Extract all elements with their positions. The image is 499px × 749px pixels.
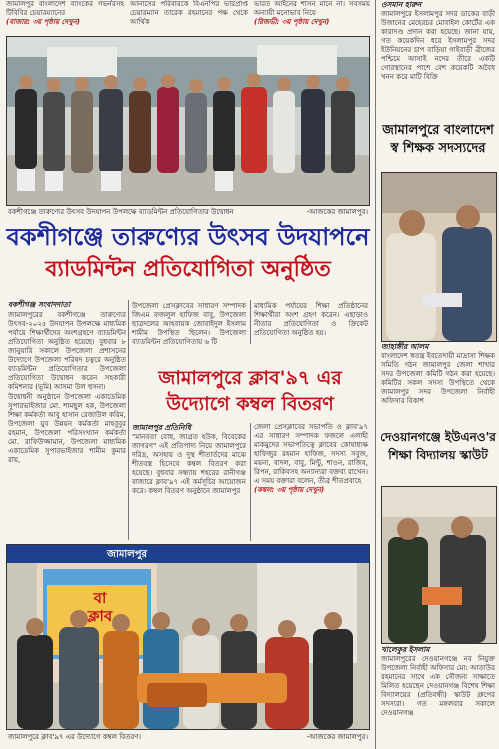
top-col3-continuation: (রিজভী: ৩য় পৃষ্ঠায় দেখুন) xyxy=(254,18,330,26)
top-col2-text: আনাসের পরিবারকে বিএনপির ভারপ্রাপ্ত চেয়ারম্যান তারেক রহমানের পক্ষ থেকে আর্থিক xyxy=(130,0,248,26)
top-col1-continuation: (বাজার: ৩য় পৃষ্ঠায় দেখুন) xyxy=(6,18,81,26)
badminton-caption-text: বকশীগঞ্জে তারুণ্যের উৎসব উদযাপন উপলক্ষে ব্যাডমিন্টন প্রতিযোগিতার উদ্বোধন xyxy=(8,208,234,216)
story1-col1-para2: উদ্বোধনী অনুষ্ঠানে উপজেলা একাডেমিক সুপারভাইজার মো. শামছুল হক, উপজেলা শিক্ষা কর্মকর্তা আবু হাসান রেজাউল করিম, উপজেলা যুব উন্নয়ন কর্মকর্তা মাহবুবুর রহমান, উপজেলা পরিসংখ্যান কর্মকর্তা মো. রাফিউজ্জামান, উপজেলা মাধ্যমিক একাডেমিক সুপারভাইজার শামীম কুমার রায়, xyxy=(8,393,126,464)
top-col3-text: ভারত আইনের শাসন মানে না। সবসময় অন্যায়ী মনোভাব নিয়ে xyxy=(254,0,370,17)
story1-headline-line2: ব্যাডমিন্টন প্রতিযোগিতা অনুষ্ঠিত xyxy=(45,257,331,282)
right-text-2-body: বাংলাদেশ স্বতন্ত্র ইবতেদায়ী মাদ্রাসা শিক্ষক সমিতি গঠন জামালপুর জেলা শাখার সদর উপজেলা কমিটি গঠন করা হয়েছে। কমিটির সকল সদস্য উপস্থিতে থেকে জামালপুর সদর উপজেলা নির্বাহী অফিসার বিকাশ xyxy=(381,352,495,405)
story2-continuation: (কম্বল: ৩য় পৃষ্ঠায় দেখুন) xyxy=(254,486,325,494)
story1-col3 xyxy=(254,302,368,338)
top-col1-text: জামালপুর বাংলাদেশ ব্যাংকের গভর্নরসহ টিবিবির চেয়ারম্যানের xyxy=(6,0,124,17)
story1-col-divider-1 xyxy=(128,300,129,540)
right-column-divider xyxy=(375,0,376,749)
story1-col1-para1: জামালপুরের বকশীগঞ্জে তারুণ্যের উৎসব-২০২৫ উদযাপন উপলক্ষে মাধ্যমিক পর্যায়ে শিক্ষার্থীদের অংশগ্রহণে ব্যাডমিন্টন প্রতিযোগিতা অনুষ্ঠিত হয়েছে। বুধবার ৮ জানুয়ারি সকালে উপজেলা প্রশাসনের উদ্যোগে উপজেলা পরিষদ চত্বরে অনুষ্ঠিত ব্যাডমিন্টন প্রতিযোগিতার উপজেলা প্রতিযোগিতা উদ্বোধন করেন সহকারী কমিশনার (ভূমি) আসমা উল হুসনা। xyxy=(8,311,126,391)
story2-headline-line1: জামালপুরে ক্লাব'৯৭ এর xyxy=(158,367,342,389)
badminton-photo xyxy=(6,36,370,206)
story2-byline: জামালপুর প্রতিনিধি xyxy=(132,423,191,432)
story1-headline-line1: বকশীগঞ্জে তারুণ্যের উৎসব উদযাপনে xyxy=(6,223,370,251)
story2-col1-text: "মানবতা বোধ, জাগ্রত হউক, বিবেকের জাগরণ" এই প্রতিপাদ্য নিয়ে জামালপুরে দরিদ্র, অসহায় ও দুস্থ শীতার্তদের মাঝে শীতবস্ত্র হিসেবে কম্বল বিতরণ করা হয়েছে। বুধবার সন্ধ্যায় শহরের রানীগঞ্জ বাজারে ক্লাব'৯৭ এই কর্মসূচির আয়োজন করে। কম্বল বিতরণ অনুষ্ঠানে জামালপুর xyxy=(132,433,246,495)
story1-col2 xyxy=(132,302,246,347)
top-text-col2 xyxy=(130,0,248,27)
right-text-2 xyxy=(381,352,495,406)
badminton-photo-drawing xyxy=(7,37,369,205)
right-byline-2: জাহাঙ্গীর আলম xyxy=(381,342,429,351)
right-text-1-body: জামালপুরে ইসলামপুর সদর ডাকের বাড়ী উজানের মেহেরচর মোবাইল কোর্টের এক কারাদণ্ড প্রদান করা হয়েছে। জানা যায়, গত কয়েকদিন ধরে ইসলামপুর সদর ইউনিয়নের চাপ বাড়িয়া গাইবাড়ী ব্রীজের পশ্চিমে আসাই নদের তীরে একটি গোরস্থানের পাশে বেশ কয়েকটি অবৈধ খনন করে মাটি বিক্রি xyxy=(381,10,495,81)
story1-col-divider-2 xyxy=(250,300,251,344)
blanket-caption-text: জামালপুরে ক্লাব'৯৭ এর উদ্যোগে কম্বল বিতরণ। xyxy=(8,733,141,741)
blanket-photo xyxy=(6,544,370,730)
story1-col2-text: উপজেলা প্রেসক্লাবের সাধারণ সম্পাদক জিএম ফজলুল হাফিজ বাবু, উপজেলা ছাত্রদলের আহবায়ক জোবাইদুল ইসলাম শামীম উপস্থিত ছিলেন। উপজেলা ব্যাডমিন্টন প্রতিযোগিতায় ৬ টি xyxy=(132,302,246,346)
blanket-photo-drawing xyxy=(7,545,369,729)
blanket-caption-credit: -আজকের জামালপুর। xyxy=(306,733,368,741)
right-text-3-body: জামালপুরের দেওয়ানগঞ্জে নব নিযুক্ত উপজেলা নির্বাহী অফিসার মো: আতাউর রহমানের সাথে এক সৌজন্য সাক্ষাতে মিলিত হয়েছেন দেওয়ানগঞ্জ বিশেষ শিক্ষা বিদ্যালয়ের (প্রতিবন্ধী) স্কাউট গ্রুপের সদস্যরা। গত মঙ্গলবার সকালে দেওয়ানগঞ্জ xyxy=(381,655,495,717)
badminton-caption-credit: -আজকের জামালপুর। xyxy=(306,208,368,216)
story2-col-divider xyxy=(250,423,251,541)
right-headline-2: দেওয়ানগঞ্জে ইউএনও'র শিক্ষা বিদ্যালয় স্কাউট xyxy=(380,430,496,462)
right-text-3 xyxy=(381,655,495,718)
story2-col2 xyxy=(254,423,368,495)
story2-col1 xyxy=(132,433,246,496)
story1-col1 xyxy=(8,311,126,466)
scouts-photo-drawing xyxy=(382,487,496,643)
story2-col2-text: জেলা প্রেসক্লাবের সভাপতি ও ক্লাব'৯৭ এর সাধারণ সম্পাদক ফজলে এলাহী মাকমুদের সভাপতিত্বে ক্লাবের কোষাধ্যক্ষ হাফিজুর রহমান হাফিজ, সদস্য সবুজ, ময়না, বাদল, বাবু, মিন্টু, শাওন, রাজিব, রিপন, রাকিবসহ অন্যান্যরা বক্তব্য রাখেন। এ সময় বক্তারা বলেন, তীব্র শীতপ্রবাহে xyxy=(254,423,368,485)
right-text-1 xyxy=(381,10,495,82)
badminton-photo-caption xyxy=(8,206,368,217)
photo-sign-word1: বা xyxy=(93,589,107,607)
top-text-col3 xyxy=(254,0,370,27)
story1-byline: বকশীগঞ্জ সংবাদদাতা xyxy=(8,300,71,309)
right-byline-3: খালেকুর ইসলাম xyxy=(381,645,430,654)
blanket-photo-sign xyxy=(65,589,135,625)
blanket-photo-header-strip: জামালপুর xyxy=(107,549,148,560)
teachers-photo xyxy=(381,172,497,342)
blanket-photo-caption xyxy=(8,731,368,742)
top-text-col1 xyxy=(6,0,124,27)
right-headline-1: জামালপুরে বাংলাদেশ স্ব শিক্ষক সদস্যদের xyxy=(382,123,494,156)
right-byline-1: ওসমান হারুন xyxy=(381,0,422,9)
story1-col3-text: মাধ্যমিক পর্যায়ের শিক্ষা প্রতিষ্ঠানের শিক্ষার্থীরা অংশ গ্রহণ করেন। এছাড়াও নীতার প্রতিযোগিতা ও ক্রিকেট প্রতিযোগিতা অনুষ্ঠিত হয়। xyxy=(254,302,368,337)
story2-headline-line2: উদ্যোগে কম্বল বিতরণ xyxy=(166,393,334,415)
teachers-photo-drawing xyxy=(382,173,496,341)
photo-sign-word2: ক্লাব xyxy=(87,607,113,625)
scouts-photo xyxy=(381,486,497,644)
